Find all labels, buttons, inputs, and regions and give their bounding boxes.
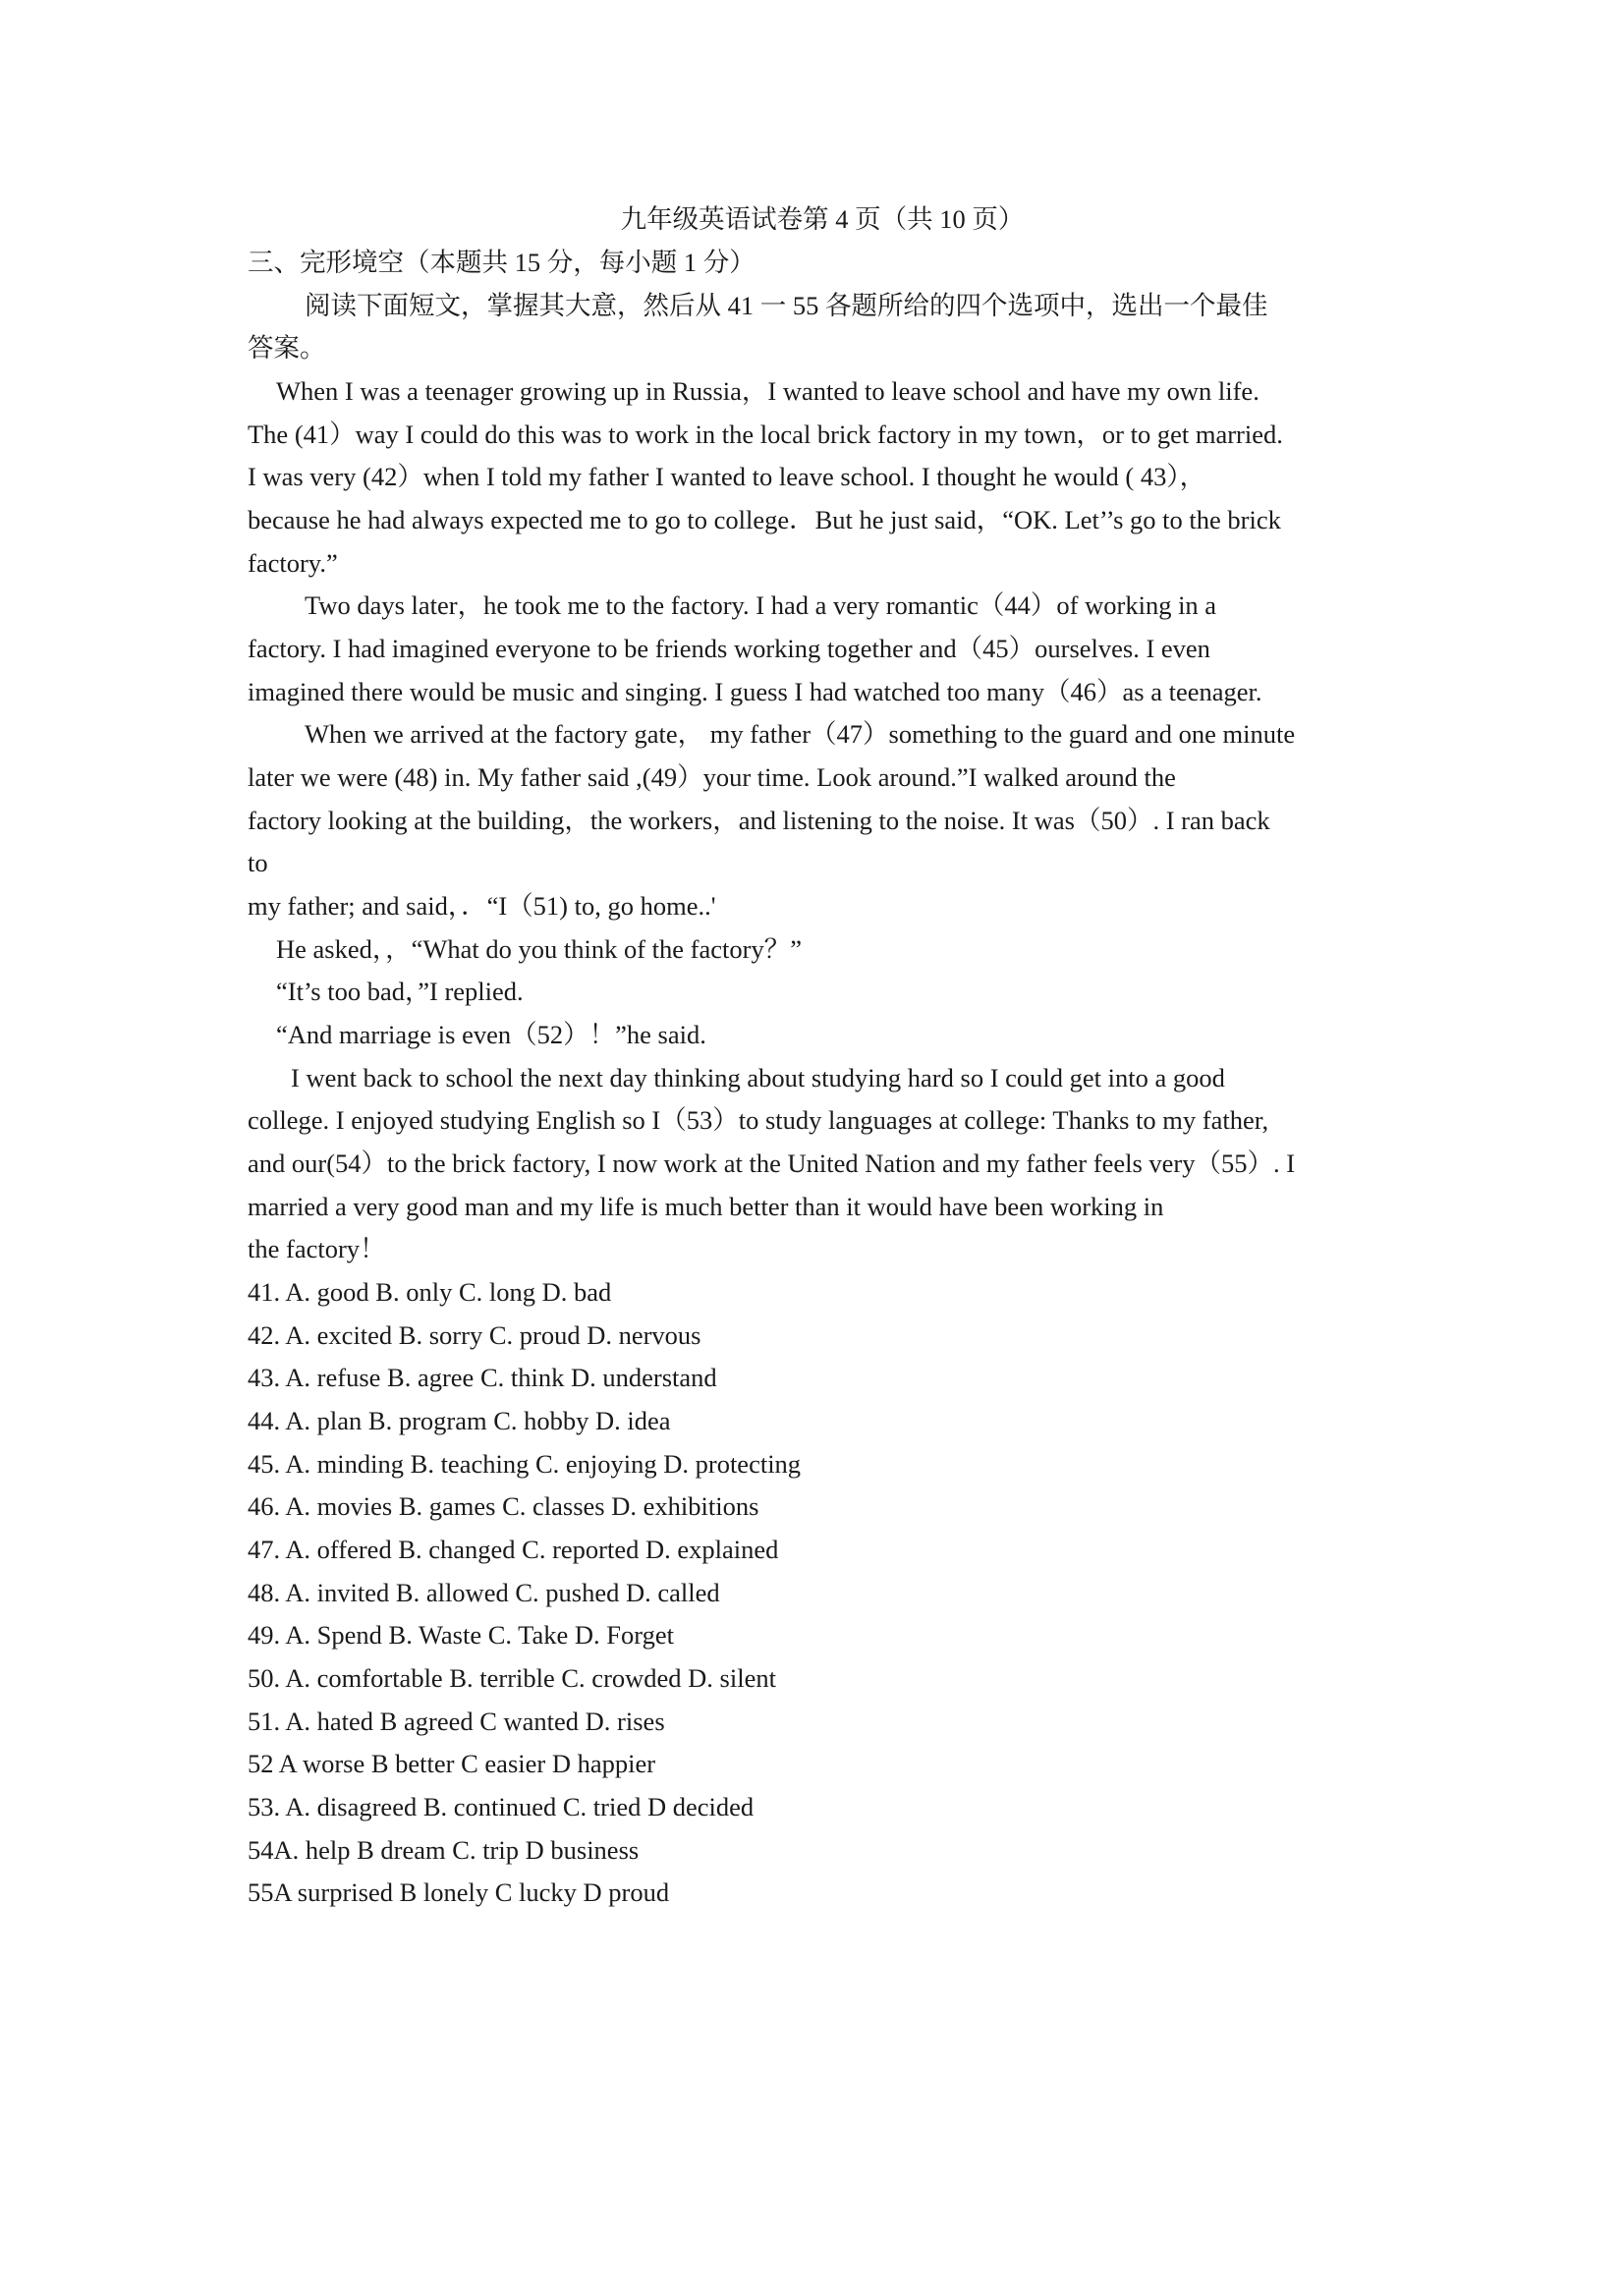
option-line: 52 A worse B better C easier D happier (248, 1749, 656, 1778)
option-line: 43. A. refuse B. agree C. think D. understand (248, 1363, 717, 1392)
passage-line: college. I enjoyed studying English so I（53）to study languages at college: Thanks to my father, (248, 1105, 1269, 1135)
option-line: 53. A. disagreed B. continued C. tried D decided (248, 1792, 755, 1821)
option-line: 48. A. invited B. allowed C. pushed D. called (248, 1578, 720, 1607)
passage-line: “It’s too bad，”I replied. (276, 977, 524, 1006)
passage-line: my father; and said，．“I（51) to, go home..' (248, 891, 716, 921)
passage-line: When we arrived at the factory gate， my father（47）something to the guard and one minute (305, 719, 1296, 749)
passage-line: and our(54）to the brick factory, I now work at the United Nation and my father feels very（55）. I (248, 1148, 1296, 1178)
page-header: 九年级英语试卷第 4 页（共 10 页） (620, 204, 1025, 234)
passage-line: I was very (42）when I told my father I wanted to leave school. I thought he would ( 43）， (248, 462, 1206, 491)
instructions-line: 答案。 (248, 333, 326, 363)
option-line: 42. A. excited B. sorry C. proud D. nervous (248, 1320, 701, 1350)
option-line: 45. A. minding B. teaching C. enjoying D. protecting (248, 1449, 802, 1479)
passage-line: married a very good man and my life is much better than it would have been working in (248, 1192, 1164, 1221)
passage-line: the factory！ (248, 1234, 386, 1263)
passage-line: The (41）way I could do this was to work in the local brick factory in my town，or to get married. (248, 420, 1283, 449)
passage-line: imagined there would be music and singing. I guess I had watched too many（46）as a teenager. (248, 677, 1262, 706)
passage-line: Two days later，he took me to the factory. I had a very romantic（44）of working in a (305, 590, 1217, 620)
passage-line: He asked，，“What do you think of the factory？” (276, 934, 802, 964)
option-line: 49. A. Spend B. Waste C. Take D. Forget (248, 1620, 674, 1650)
passage-line: to (248, 848, 268, 877)
section-title: 三、完形境空（本题共 15 分，每小题 1 分） (248, 248, 756, 277)
passage-line: because he had always expected me to go to college．But he just said，“OK. Let’’s go to the brick (248, 505, 1281, 534)
option-line: 46. A. movies B. games C. classes D. exhibitions (248, 1491, 759, 1521)
passage-line: factory.” (248, 548, 338, 578)
option-line: 51. A. hated B agreed C wanted D. rises (248, 1707, 665, 1736)
passage-line: “And marriage is even（52）！”he said. (276, 1020, 706, 1049)
passage-line: I went back to school the next day thinking about studying hard so I could get into a good (291, 1063, 1225, 1092)
instructions-line: 阅读下面短文，掌握其大意，然后从 41 一 55 各题所给的四个选项中，选出一个最佳 (305, 291, 1268, 320)
option-line: 41. A. good B. only C. long D. bad (248, 1277, 612, 1307)
option-line: 54A. help B dream C. trip D business (248, 1835, 640, 1865)
option-line: 55A surprised B lonely C lucky D proud (248, 1877, 670, 1907)
passage-line: factory. I had imagined everyone to be friends working together and（45）ourselves. I even (248, 634, 1210, 663)
passage-line: later we were (48) in. My father said ,(49）your time. Look around.”I walked around the (248, 762, 1176, 792)
option-line: 47. A. offered B. changed C. reported D. explained (248, 1535, 779, 1564)
option-line: 44. A. plan B. program C. hobby D. idea (248, 1406, 671, 1435)
passage-line: factory looking at the building，the workers，and listening to the noise. It was（50）. I ran back (248, 806, 1270, 835)
passage-line: When I was a teenager growing up in Russia，I wanted to leave school and have my own life. (276, 376, 1259, 406)
option-line: 50. A. comfortable B. terrible C. crowded D. silent (248, 1663, 776, 1693)
